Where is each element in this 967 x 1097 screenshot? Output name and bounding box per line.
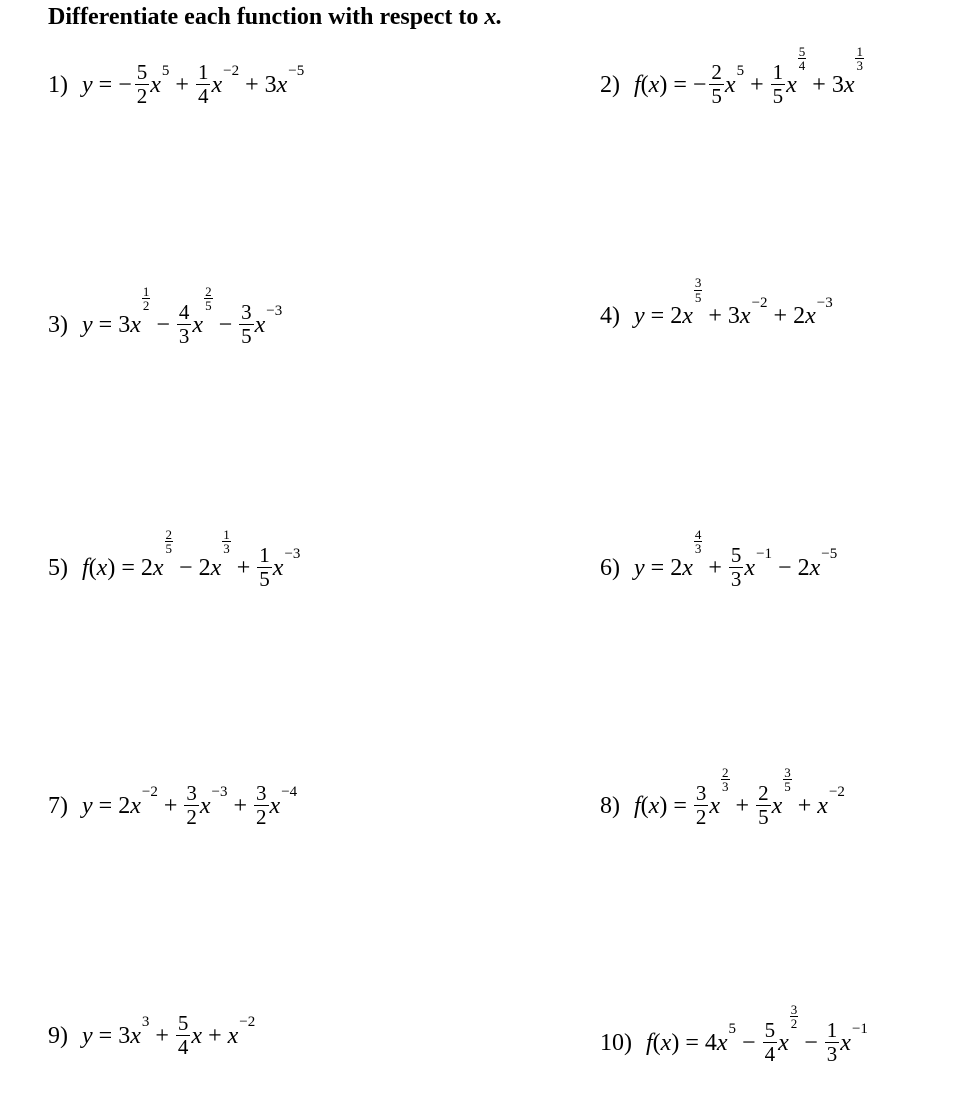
problem-number: 1) (48, 71, 68, 98)
title-variable: x. (484, 4, 503, 30)
problem-expression: y = 2 x 4 3 + $\frac{5}{3}$ x −1 − 2 x −5 (634, 526, 838, 592)
problem-9 (48, 1013, 255, 1059)
problem-number: 6) (600, 554, 620, 581)
problem-2 (600, 43, 864, 109)
problem-8 (600, 764, 845, 830)
problem-expression: y = − $\frac{5}{2}$ x 5 + $\frac{1}{4}$ x −2 + 3 x −5 (82, 60, 305, 109)
problem-6 (600, 526, 838, 592)
problem-expression: f ( x ) = 2 x 2 5 − 2 x 1 3 + $\frac{1}{5}$ x −3 (82, 526, 301, 592)
problem-number: 4) (600, 303, 620, 330)
problem-expression: y = 3 x 1 2 − $\frac{4}{3}$ x 2 5 − $\frac{3}{5}$ x −3 (82, 283, 283, 349)
problem-expression: y = 3 x 3 + $\frac{5}{4}$ x + x −2 (82, 1011, 256, 1060)
problem-7 (48, 783, 297, 829)
problem-5 (48, 526, 301, 592)
problem-1 (48, 62, 304, 108)
problem-number: 10) (600, 1029, 632, 1056)
problem-expression: f ( x ) = $\frac{3}{2}$ x 2 3 + $\frac{2}{5}$ x 3 5 + x −2 (634, 764, 845, 830)
problem-number: 2) (600, 71, 620, 98)
problem-expression: f ( x ) = 4 x 5 − $\frac{5}{4}$ x 3 2 − $\frac{1}{3}$ x −1 (646, 1001, 868, 1067)
problem-number: 7) (48, 792, 68, 819)
problem-expression: y = 2 x 3 5 + 3 x −2 + 2 x −3 (634, 275, 833, 330)
problem-4 (600, 275, 833, 330)
problem-number: 9) (48, 1022, 68, 1049)
problem-number: 3) (48, 311, 68, 338)
worksheet-title: Differentiate each function with respect to x. (48, 4, 503, 30)
problem-expression: f ( x ) = − $\frac{2}{5}$ x 5 + $\frac{1}{5}$ x 5 4 + 3 x 1 3 (634, 43, 863, 109)
problem-expression: y = 2 x −2 + $\frac{3}{2}$ x −3 + $\frac{3}{2}$ x −4 (82, 781, 298, 830)
problem-number: 5) (48, 554, 68, 581)
problem-3 (48, 283, 283, 349)
problem-number: 8) (600, 792, 620, 819)
problem-10 (600, 1001, 868, 1067)
